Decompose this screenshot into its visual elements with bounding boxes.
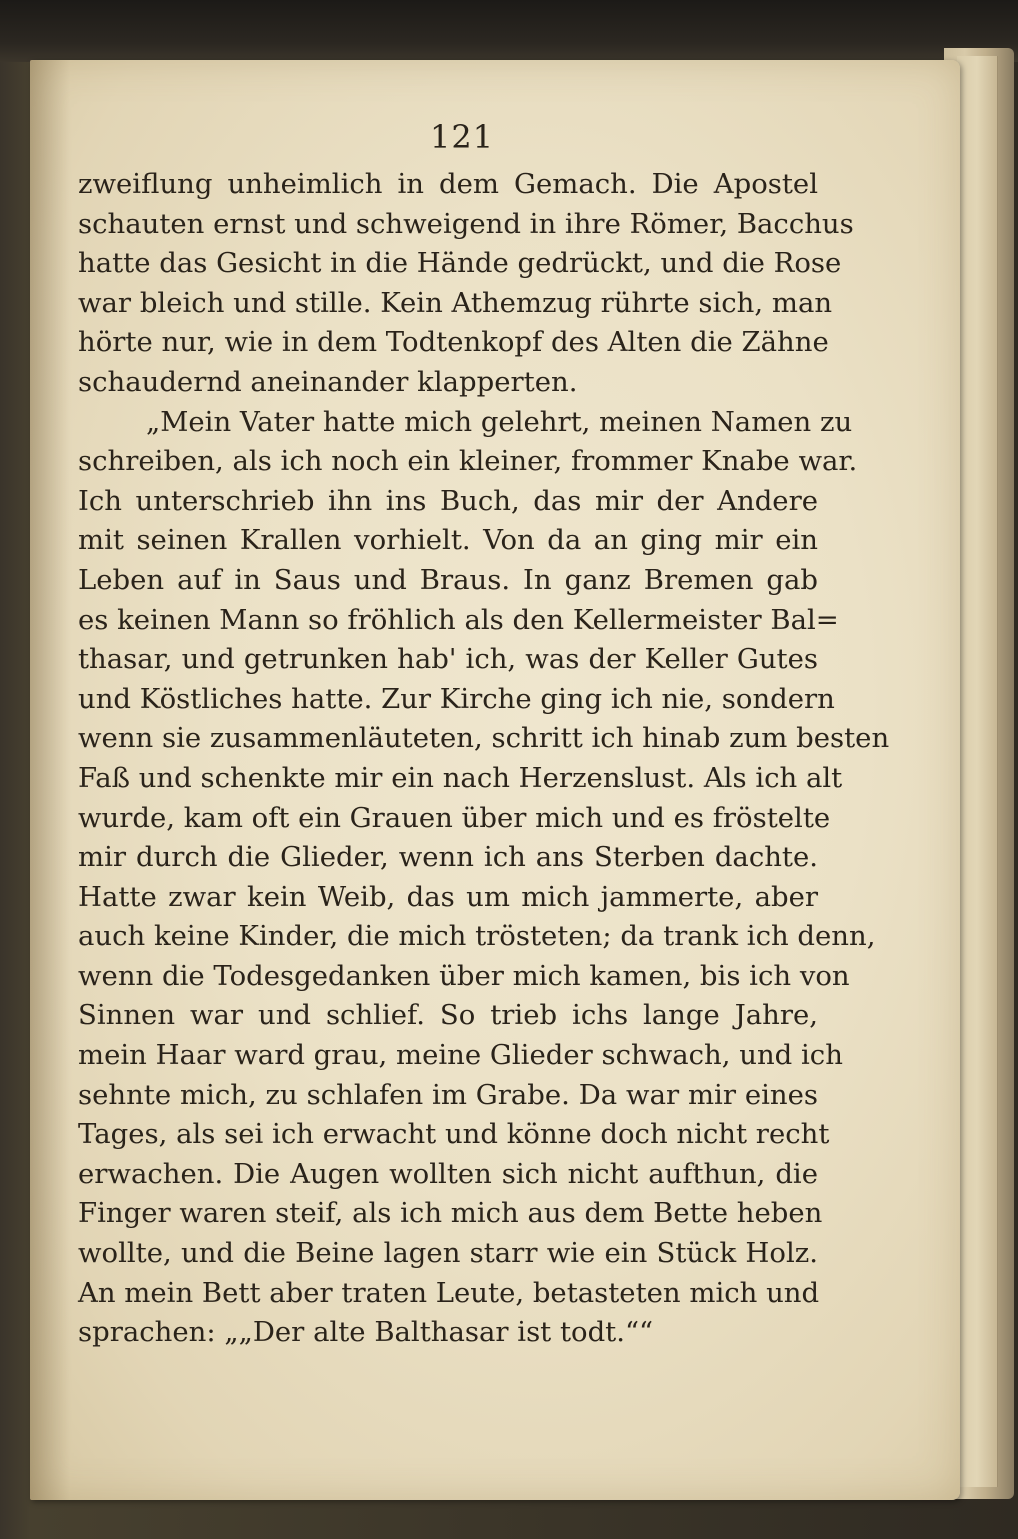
text-line: sprachen: „„Der alte Balthasar ist todt.““: [78, 1316, 654, 1349]
book-page: [30, 60, 960, 1500]
text-line: thasar, und getrunken hab' ich, was der Keller Gutes: [78, 643, 818, 676]
text-line: Leben auf in Saus und Braus. In ganz Bremen gab: [78, 563, 818, 596]
page-stack-edge-inner: [957, 56, 998, 1487]
text-line: war bleich und stille. Kein Athemzug rührte sich, man: [78, 286, 833, 319]
text-line: wenn sie zusammenläuteten, schritt ich hinab zum besten: [78, 722, 890, 755]
text-line: Faß und schenkte mir ein nach Herzenslust. Als ich alt: [78, 761, 843, 794]
text-line: schauten ernst und schweigend in ihre Römer, Bacchus: [78, 207, 854, 240]
text-line: wurde, kam oft ein Grauen über mich und es fröstelte: [78, 801, 831, 834]
text-line: wollte, und die Beine lagen starr wie ein Stück Holz.: [78, 1237, 818, 1270]
page-number: 121: [430, 118, 495, 156]
text-line: Finger waren steif, als ich mich aus dem Bette heben: [78, 1197, 823, 1230]
text-line: „Mein Vater hatte mich gelehrt, meinen Namen zu: [146, 405, 853, 438]
text-line: es keinen Mann so fröhlich als den Kellermeister Bal=: [78, 603, 839, 636]
text-line: erwachen. Die Augen wollten sich nicht aufthun, die: [78, 1157, 818, 1190]
book-cover-edge: [0, 0, 1018, 62]
text-line: hatte das Gesicht in die Hände gedrückt, und die Rose: [78, 247, 842, 280]
gutter-shadow: [30, 60, 70, 1500]
page-body-text: [78, 165, 890, 1353]
text-line: sehnte mich, zu schlafen im Grabe. Da war mir eines: [78, 1078, 818, 1111]
text-line: An mein Bett aber traten Leute, betasteten mich und: [78, 1276, 820, 1309]
text-line: Tages, als sei ich erwacht und könne doch nicht recht: [78, 1118, 830, 1151]
text-line: mit seinen Krallen vorhielt. Von da an ging mir ein: [78, 524, 818, 557]
text-line: mir durch die Glieder, wenn ich ans Sterben dachte.: [78, 841, 818, 874]
text-line: zweiflung unheimlich in dem Gemach. Die Apostel: [78, 168, 818, 200]
text-line: Ich unterschrieb ihn ins Buch, das mir der Andere: [78, 484, 818, 517]
text-line: mein Haar ward grau, meine Glieder schwach, und ich: [78, 1039, 843, 1072]
text-line: und Köstliches hatte. Zur Kirche ging ich nie, sondern: [78, 682, 835, 715]
text-line: Sinnen war und schlief. So trieb ichs lange Jahre,: [78, 999, 818, 1032]
text-line: wenn die Todesgedanken über mich kamen, bis ich von: [78, 959, 850, 992]
text-line: auch keine Kinder, die mich trösteten; da trank ich denn,: [78, 920, 876, 953]
text-line: Hatte zwar kein Weib, das um mich jammerte, aber: [78, 880, 818, 913]
text-line: hörte nur, wie in dem Todtenkopf des Alten die Zähne: [78, 326, 829, 359]
text-line: schreiben, als ich noch ein kleiner, frommer Knabe war.: [78, 445, 858, 478]
text-line: schaudernd aneinander klapperten.: [78, 365, 578, 398]
